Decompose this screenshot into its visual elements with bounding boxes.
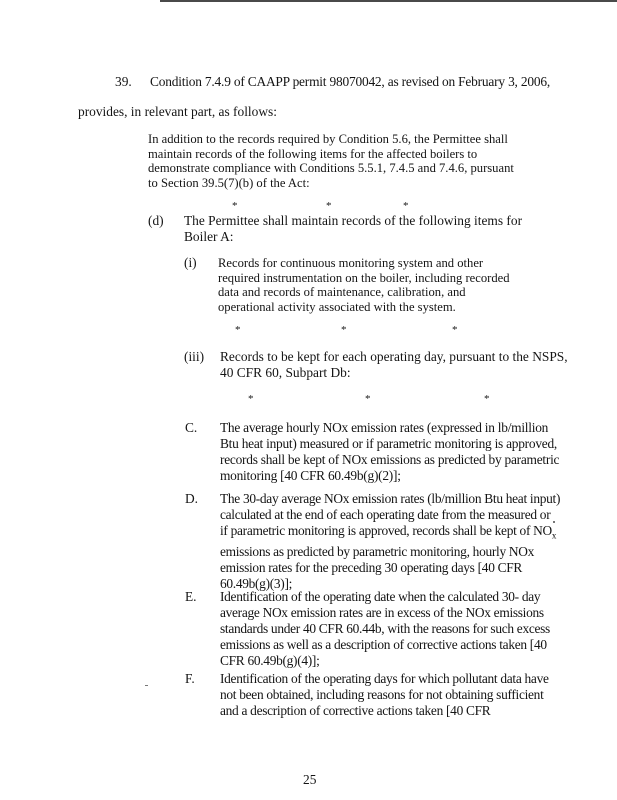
item-D-line: 60.49b(g)(3)]; — [220, 575, 293, 591]
item-E-label: E. — [185, 589, 197, 604]
ellipsis-star: * — [235, 324, 241, 336]
item-d-text — [184, 213, 522, 245]
ellipsis-star: * — [484, 393, 490, 405]
item-E-line: Identification of the operating date when the calculated 30- day — [220, 589, 541, 604]
quote-intro-line: demonstrate compliance with Conditions 5.5.1, 7.4.5 and 7.4.6, pursuant — [148, 161, 514, 176]
item-iii-line: Records to be kept for each operating day, pursuant to the NSPS, — [220, 349, 568, 364]
item-D-text — [220, 491, 560, 592]
ellipsis-star: * — [341, 324, 347, 336]
item-D-line: emission rates for the preceding 30 operating days [40 CFR — [220, 559, 523, 575]
paragraph-number: 39. — [115, 74, 132, 89]
item-iii-line: 40 CFR 60, Subpart Db: — [220, 365, 351, 380]
page-number: 25 — [303, 772, 317, 787]
item-F-line: Identification of the operating days for which pollutant data have — [220, 671, 549, 686]
item-C-line: Btu heat input) measured or if parametric monitoring is approved, — [220, 436, 558, 451]
item-D-label: D. — [185, 491, 199, 506]
item-D-line: The 30-day average NOx emission rates (lb/million Btu heat input) — [220, 491, 561, 506]
ellipsis-star: * — [232, 200, 238, 212]
item-i-line: required instrumentation on the boiler, including recorded — [218, 270, 510, 285]
item-D-line-text: if parametric monitoring is approved, records shall be kept of NO — [220, 523, 552, 538]
paragraph-39-line-2: provides, in relevant part, as follows: — [78, 104, 277, 119]
paragraph-39-line-1: Condition 7.4.9 of CAAPP permit 98070042, as revised on February 3, 2006, — [150, 74, 550, 89]
item-iii-label: (iii) — [184, 349, 205, 364]
item-C-line: The average hourly NOx emission rates (expressed in lb/million — [220, 420, 549, 435]
item-i-label: (i) — [184, 255, 197, 270]
item-C-text — [220, 420, 559, 484]
item-i-line: Records for continuous monitoring system and other — [218, 256, 484, 270]
item-D-line: calculated at the end of each operating date from the measured or — [220, 507, 551, 522]
item-F-text — [220, 671, 549, 719]
ellipsis-star: * — [248, 393, 254, 405]
scan-speck — [145, 685, 148, 686]
item-D-line — [220, 523, 560, 544]
item-E-line: emissions as well as a description of corrective actions taken [40 — [220, 637, 547, 652]
item-i-text — [218, 256, 510, 314]
item-C-label: C. — [185, 420, 198, 435]
item-d-line: The Permittee shall maintain records of the following items for — [184, 213, 523, 228]
item-F-line: not been obtained, including reasons for not obtaining sufficient — [220, 687, 544, 702]
item-d-line: Boiler A: — [184, 229, 234, 244]
ellipsis-star: * — [326, 200, 332, 212]
item-E-line: CFR 60.49b(g)(4)]; — [220, 653, 320, 668]
item-E-line: average NOx emission rates are in excess of the NOx emissions — [220, 605, 544, 620]
item-C-line: monitoring [40 CFR 60.49b(g)(2)]; — [220, 468, 401, 483]
item-D-line: emissions as predicted by parametric monitoring, hourly NOx — [220, 543, 535, 559]
quote-intro-line: In addition to the records required by Condition 5.6, the Permittee shall — [148, 132, 508, 146]
item-E-line: standards under 40 CFR 60.44b, with the reasons for such excess — [220, 621, 550, 636]
item-d-label: (d) — [148, 213, 164, 228]
quote-intro-line: maintain records of the following items for the affected boilers to — [148, 146, 478, 161]
item-E-text — [220, 589, 550, 669]
quote-intro-line: to Section 39.5(7)(b) of the Act: — [148, 175, 310, 190]
item-C-line: records shall be kept of NOx emissions as predicted by parametric — [220, 452, 560, 467]
scan-edge-line — [160, 0, 617, 2]
item-iii-text — [220, 349, 568, 381]
ellipsis-star: * — [452, 324, 458, 336]
ellipsis-star: * — [403, 200, 409, 212]
item-i-line: data and records of maintenance, calibration, and — [218, 285, 466, 300]
quote-intro — [148, 132, 514, 190]
nox-subscript: x — [551, 530, 557, 541]
ellipsis-star: * — [365, 393, 371, 405]
item-F-label: F. — [185, 671, 195, 686]
item-F-line: and a description of corrective actions taken [40 CFR — [220, 703, 491, 718]
item-i-line: operational activity associated with the system. — [218, 299, 456, 314]
